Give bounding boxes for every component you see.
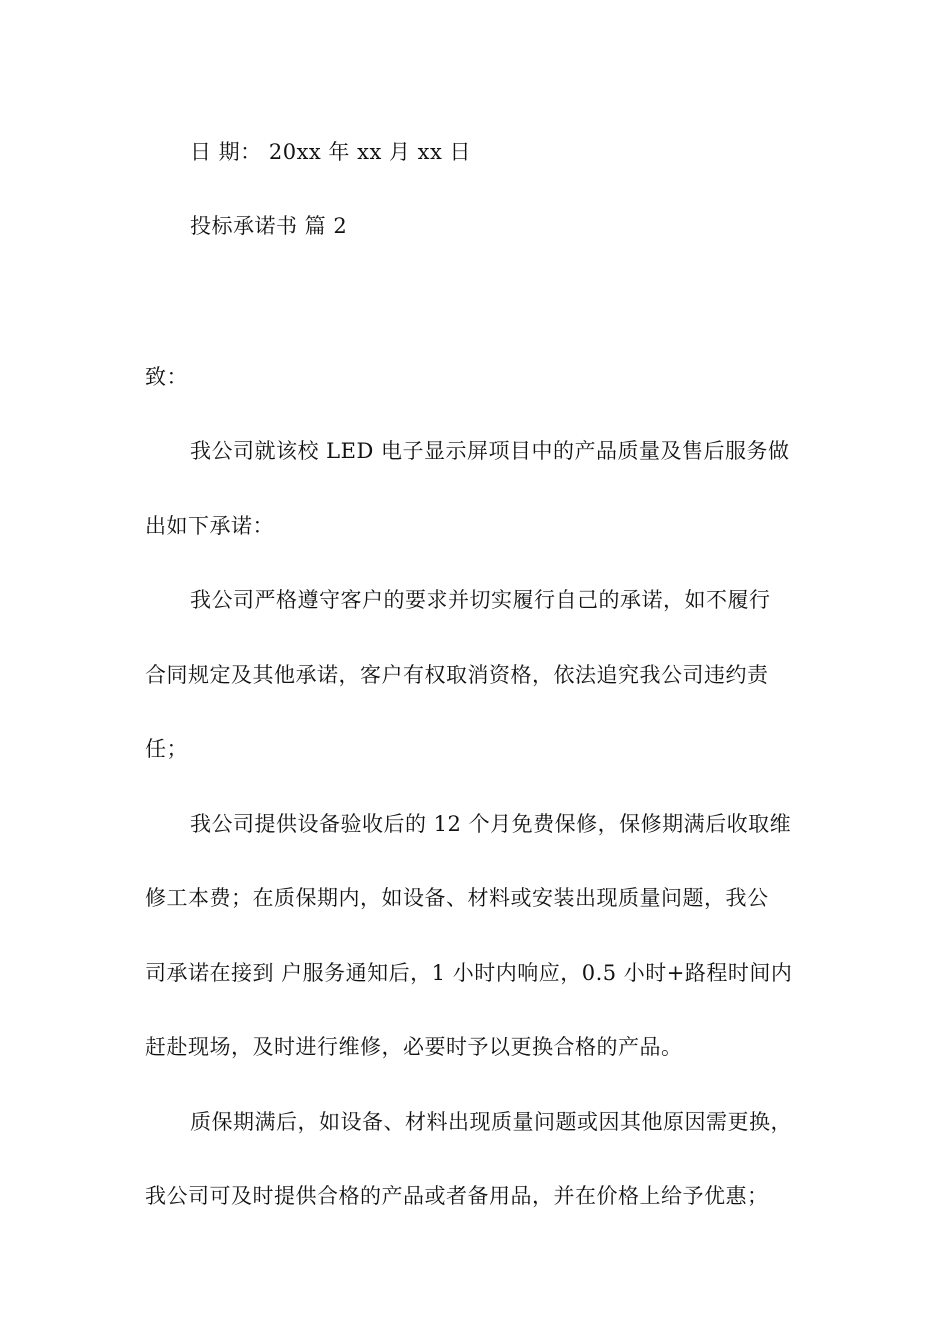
salutation: 致： bbox=[145, 365, 188, 389]
paragraph-line: 任； bbox=[145, 737, 188, 761]
paragraph-line: 赶赴现场，及时进行维修，必要时予以更换合格的产品。 bbox=[145, 1035, 683, 1059]
paragraph-line: 我公司严格遵守客户的要求并切实履行自己的承诺，如不履行 bbox=[190, 588, 771, 612]
date-line: 日 期： 20xx 年 xx 月 xx 日 bbox=[190, 140, 472, 164]
paragraph-line: 修工本费；在质保期内，如设备、材料或安装出现质量问题，我公 bbox=[145, 886, 769, 910]
paragraph-line: 出如下承诺： bbox=[145, 514, 274, 538]
paragraph-line: 合同规定及其他承诺，客户有权取消资格，依法追究我公司违约责 bbox=[145, 663, 769, 687]
section-title: 投标承诺书 篇 2 bbox=[190, 214, 348, 238]
paragraph-line: 我公司提供设备验收后的 12 个月免费保修，保修期满后收取维 bbox=[190, 812, 792, 836]
paragraph-line: 我公司可及时提供合格的产品或者备用品，并在价格上给予优惠； bbox=[145, 1184, 769, 1208]
paragraph-line: 质保期满后，如设备、材料出现质量问题或因其他原因需更换， bbox=[190, 1110, 792, 1134]
paragraph-line: 我公司就该校 LED 电子显示屏项目中的产品质量及售后服务做 bbox=[190, 439, 790, 463]
paragraph-line: 司承诺在接到 户服务通知后，1 小时内响应，0.5 小时+路程时间内 bbox=[145, 961, 793, 985]
